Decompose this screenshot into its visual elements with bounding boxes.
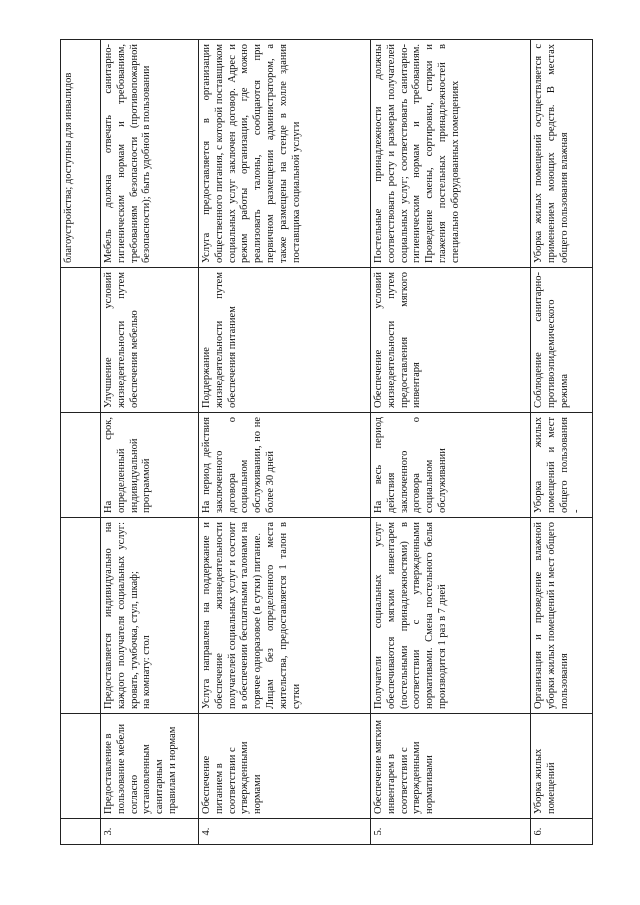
- row-number: 3.: [101, 819, 199, 845]
- description-cell: Услуга направлена на поддержание и обеспечение жизнедеятельности получателей социальных услуг и состоит в обеспечении бесплатными талонами на горячее одноразовое (в сутки) питание. Лицам без определенного места жительства, предоставляется 1 талон в сутки: [199, 518, 371, 714]
- row-number: 6.: [531, 819, 593, 845]
- term-cell: На срок, определенный индивидуальной программой: [101, 413, 199, 518]
- requirements-cell: Уборка жилых помещений осуществляется с применением моющих средств. В местах общего пользования влажная: [531, 40, 593, 268]
- service-name-cell: Предоставление в пользование мебели согласно установленным санитарным правилам и нормам: [101, 714, 199, 819]
- description-cell: Получатели социальных услуг обеспечиваются мягким инвентарем (постельными принадлежностями) в соответствии с утвержденными нормативами. Смена постельного белья производится 1 раз в 7 дней: [371, 518, 531, 714]
- table-row-continuation: [61, 40, 101, 845]
- requirements-cell: Услуга предоставляется в организации общественного питания, с которой поставщиком социальных услуг заключен договор. Адрес и режим работы организации, где можно реализовать талоны, сообщаются при первичном размещении администратором, а также размещены на стенде в холле здания поставщика социальной услуги: [199, 40, 371, 268]
- result-cell: Обеспечение условий жизнедеятельности путем предоставления мягкого инвентаря: [371, 268, 531, 413]
- term-cell: На период действия заключенного договора о социальном обслуживании, но не более 30 дней: [199, 413, 371, 518]
- description-cell: Предоставляется индивидуально на каждого получателя социальных услуг: кровать, тумбочка, стул, шкаф; на комнату: стол: [101, 518, 199, 714]
- requirements-cell: благоустройства; доступны для инвалидов: [61, 40, 101, 268]
- result-cell: Поддержание жизнедеятельности путем обеспечения питанием: [199, 268, 371, 413]
- service-name-cell: Обеспечение мягким инвентарем в соответствии с утвержденными нормативами: [371, 714, 531, 819]
- row-number: 4.: [199, 819, 371, 845]
- requirements-cell: Постельные принадлежности должны соответствовать росту и размерам получателей социальных услуг; соответствовать санитарно-гигиеническим нормам и требованиям. Проведение смены, сортировки, стирки и глажения постельных принадлежностей в специально оборудованных помещениях: [371, 40, 531, 268]
- table-row: [101, 40, 199, 845]
- service-name-cell: Уборка жилых помещений: [531, 714, 593, 819]
- term-cell: Уборка жилых помещений и мест общего пользования -: [531, 413, 593, 518]
- result-cell: Соблюдение санитарно-противоэпидемического режима: [531, 268, 593, 413]
- service-name-cell: Обеспечение питанием в соответствии с утвержденными нормами: [199, 714, 371, 819]
- description-cell: Организация и проведение влажной уборки жилых помещений и мест общего пользования: [531, 518, 593, 714]
- term-cell: На весь период действия заключенного договора о социальном обслуживании: [371, 413, 531, 518]
- requirements-cell: Мебель должна отвечать санитарно-гигиеническим нормам и требованиям, требованиям безопасности (противопожарной безопасности); быть удобной в пользовании: [101, 40, 199, 268]
- table-row: [371, 40, 531, 845]
- services-table: [60, 39, 593, 845]
- result-cell: Улучшение условий жизнедеятельности путем обеспечения мебелью: [101, 268, 199, 413]
- rotated-document-page: [60, 40, 608, 845]
- table-row: [531, 40, 593, 845]
- table-row: [199, 40, 371, 845]
- row-number: 5.: [371, 819, 531, 845]
